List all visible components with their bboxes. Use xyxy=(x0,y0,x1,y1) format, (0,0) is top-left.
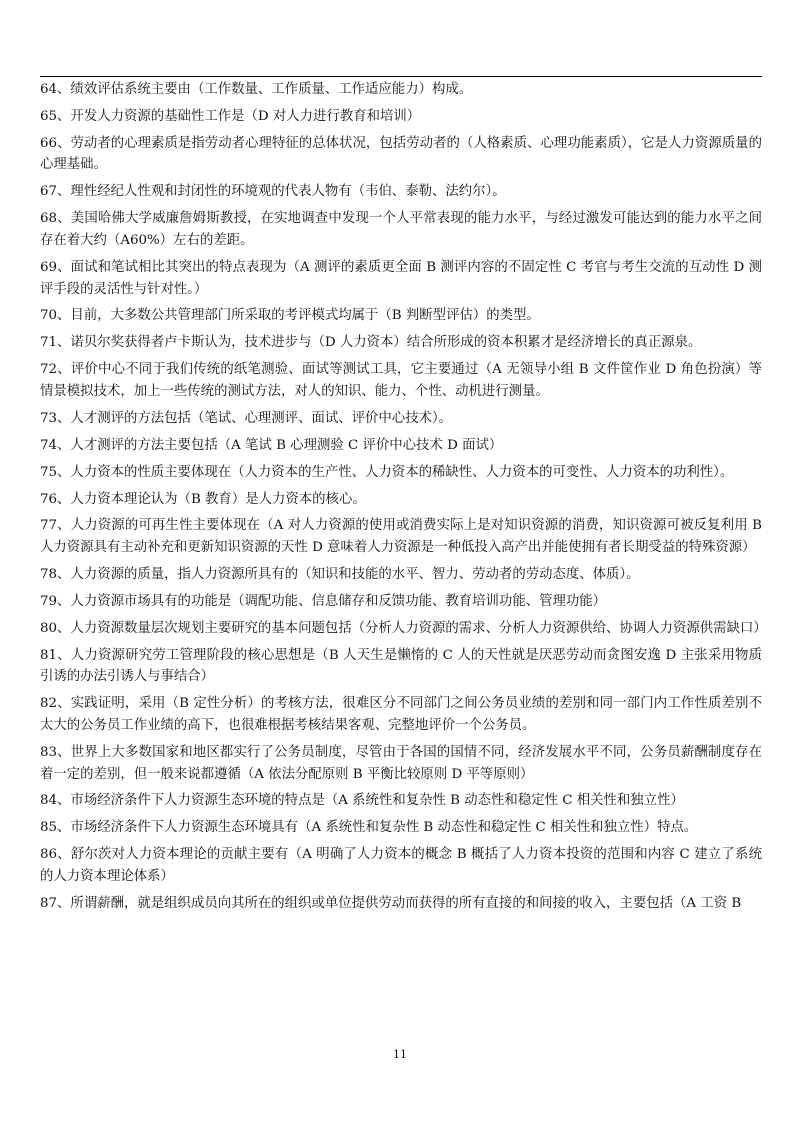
question-item-85: 85、市场经济条件下人力资源生态环境具有（A 系统性和复杂性 B 动态性和稳定性 C 相关性和独立性）特点。 xyxy=(40,820,698,836)
question-item-78: 78、人力资源的质量，指人力资源所具有的（知识和技能的水平、智力、劳动者的劳动态度、体质）。 xyxy=(40,566,640,582)
question-item-65: 65、开发人力资源的基础性工作是（D 对人力进行教育和培训） xyxy=(40,108,421,124)
question-item-87: 87、所谓薪酬，就是组织成员向其所在的组织或单位提供劳动而获得的所有直接的和间接的收入，主要包括（A 工资 B xyxy=(40,895,742,911)
question-item-84: 84、市场经济条件下人力资源生态环境的特点是（A 系统性和复杂性 B 动态性和稳定性 C 相关性和独立性） xyxy=(40,793,684,809)
header-rule xyxy=(40,76,762,77)
question-item-79: 79、人力资源市场具有的功能是（调配功能、信息储存和反馈功能、教育培训功能、管理功能） xyxy=(40,593,607,609)
question-item-72: 72、评价中心不同于我们传统的纸笔测验、面试等测试工具，它主要通过（A 无领导小组 B 文件筐作业 D 角色扮演）等情景模拟技术，加上一些传统的测试方法，对人的知识、能力、个性、动机进行测量。 xyxy=(40,362,762,399)
question-item-68: 68、美国哈佛大学威廉詹姆斯教授，在实地调查中发现一个人平常表现的能力水平，与经过激发可能达到的能力水平之间存在着大约（A60%）左右的差距。 xyxy=(40,211,762,248)
question-item-69: 69、面试和笔试相比其突出的特点表现为（A 测评的素质更全面 B 测评内容的不固定性 C 考官与考生交流的互动性 D 测评手段的灵活性与针对性。） xyxy=(40,259,762,297)
question-item-82: 82、实践证明，采用（B 定性分析）的考核方法，很难区分不同部门之间公务员业绩的差别和同一部门内工作性质差别不太大的公务员工作业绩的高下，也很难根据考核结果客观、完整地评价一个公务员。 xyxy=(40,696,762,733)
question-item-67: 67、理性经纪人性观和封闭性的环境观的代表人物有（韦伯、泰勒、法约尔）。 xyxy=(40,184,506,200)
question-item-75: 75、人力资本的性质主要体现在（人力资本的生产性、人力资本的稀缺性、人力资本的可变性、人力资本的功利性）。 xyxy=(40,464,734,480)
question-item-77: 77、人力资源的可再生性主要体现在（A 对人力资源的使用或消费实际上是对知识资源的消费，知识资源可被反复利用 B 人力资源具有主动补充和更新知识资源的天性 D 意味着人力资源是一种低投入高产出并能使拥有者长期受益的特殊资源） xyxy=(40,518,762,556)
question-item-76: 76、人力资本理论认为（B 教育）是人力资本的核心。 xyxy=(40,491,366,507)
question-item-86: 86、舒尔茨对人力资本理论的贡献主要有（A 明确了人力资本的概念 B 概括了人力资本投资的范围和内容 C 建立了系统的人力资本理论体系） xyxy=(40,847,762,884)
question-item-81: 81、人力资源研究劳工管理阶段的核心思想是（B 人天生是懒惰的 C 人的天性就是厌恶劳动而贪图安逸 D 主张采用物质引诱的办法引诱人与事结合） xyxy=(40,647,762,685)
question-item-74: 74、人才测评的方法主要包括（A 笔试 B 心理测验 C 评价中心技术 D 面试） xyxy=(40,437,503,453)
question-item-73: 73、人才测评的方法包括（笔试、心理测评、面试、评价中心技术）。 xyxy=(40,410,453,426)
question-item-83: 83、世界上大多数国家和地区都实行了公务员制度，尽管由于各国的国情不同，经济发展水平不同，公务员薪酬制度存在着一定的差别，但一般来说都遵循（A 依法分配原则 B 平衡比较原则 D 平等原则） xyxy=(40,744,762,782)
question-item-70: 70、目前，大多数公共管理部门所采取的考评模式均属于（B 判断型评估）的类型。 xyxy=(40,308,540,324)
question-list xyxy=(40,79,767,920)
question-item-66: 66、劳动者的心理素质是指劳动者心理特征的总体状况，包括劳动者的（人格素质、心理功能素质），它是人力资源质量的心理基础。 xyxy=(40,135,762,173)
question-item-64: 64、绩效评估系统主要由（工作数量、工作质量、工作适应能力）构成。 xyxy=(40,82,473,97)
question-item-71: 71、诺贝尔奖获得者卢卡斯认为，技术进步与（D 人力资本）结合所形成的资本积累才是经济增长的真正源泉。 xyxy=(40,335,702,351)
question-item-80: 80、人力资源数量层次规划主要研究的基本问题包括（分析人力资源的需求、分析人力资源供给、协调人力资源供需缺口） xyxy=(40,620,767,636)
page-number: 11 xyxy=(393,1048,407,1061)
